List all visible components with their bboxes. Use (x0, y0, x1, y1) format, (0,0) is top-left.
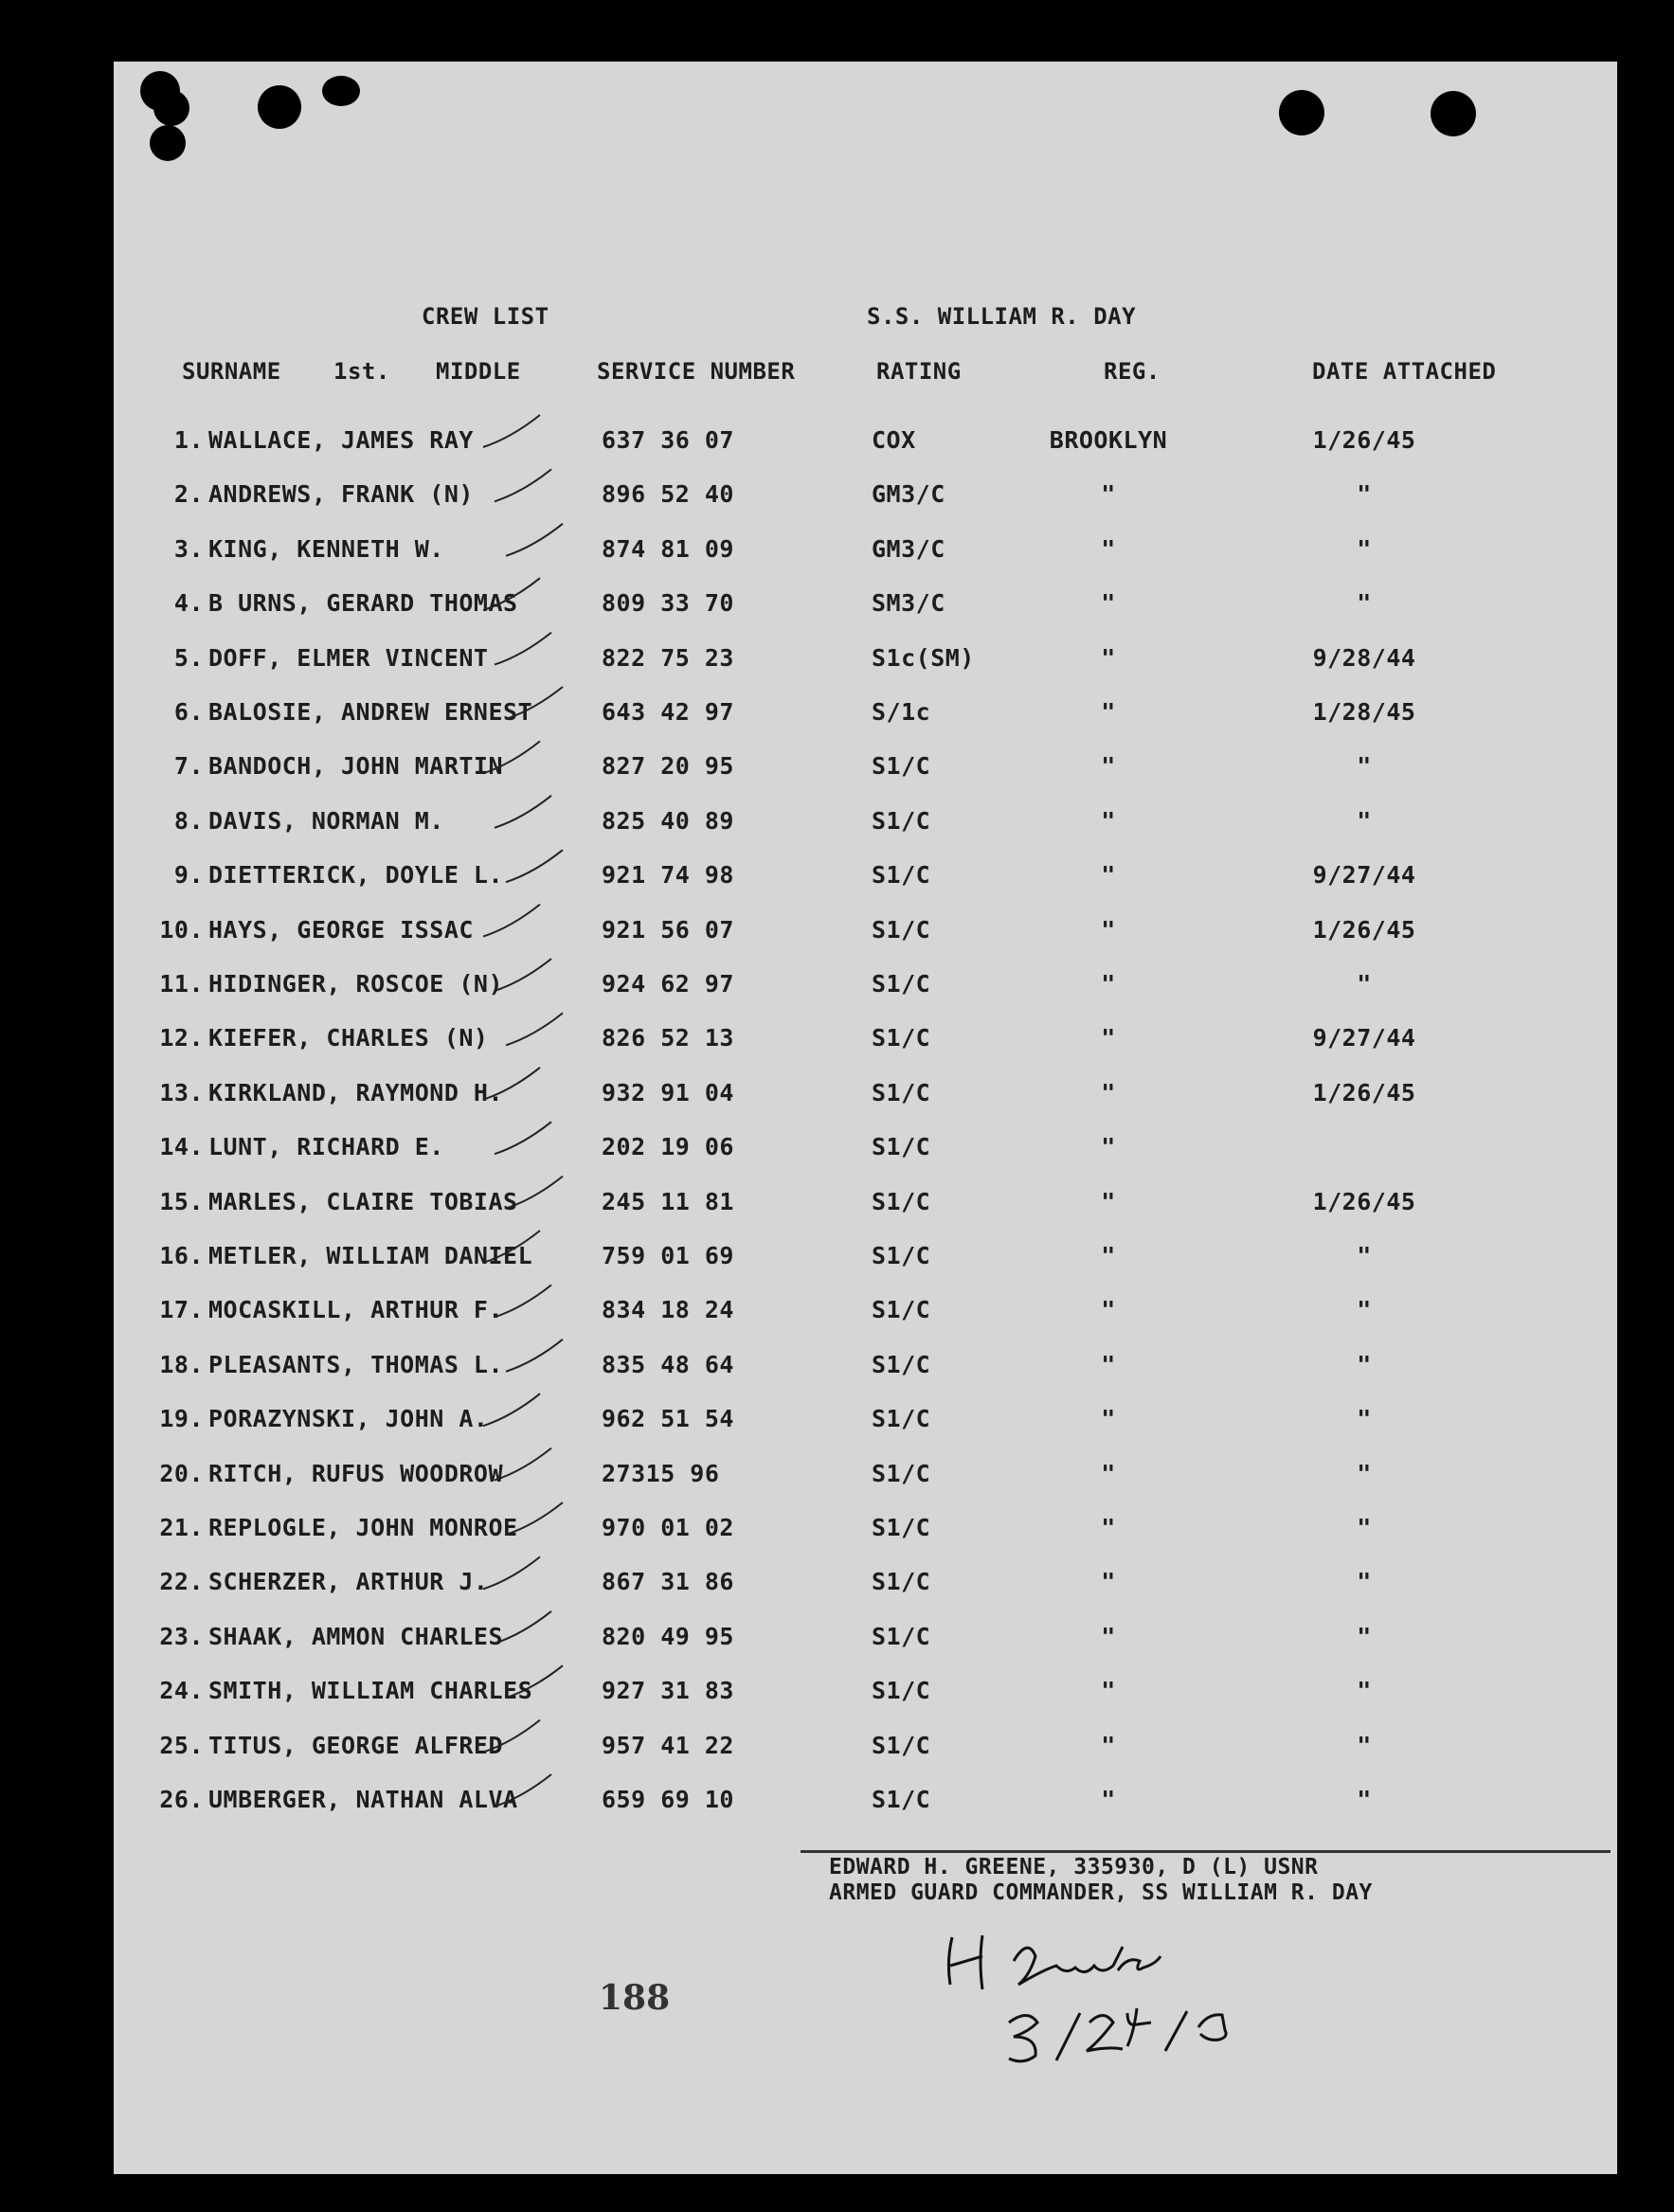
punch-hole (1279, 90, 1324, 135)
crew-row (114, 1460, 1617, 1498)
page-number: 188 (599, 1978, 671, 2018)
rating: S1/C (872, 1459, 931, 1487)
crew-row (114, 1188, 1617, 1226)
punch-hole (1431, 91, 1476, 136)
crew-number: 4. (173, 589, 204, 618)
crew-name: RITCH, RUFUS WOODROW (208, 1459, 504, 1487)
crew-row (114, 1296, 1617, 1334)
rating: S1/C (872, 1187, 931, 1215)
crew-number: 26. (159, 1786, 204, 1813)
service-number: 809 33 70 (602, 589, 734, 618)
registration: " (1101, 1405, 1116, 1433)
service-number: 637 36 07 (602, 426, 734, 454)
date-attached: " (1357, 1350, 1372, 1378)
crew-row (114, 1568, 1617, 1606)
crew-row (114, 1786, 1617, 1824)
service-number: 826 52 13 (602, 1024, 734, 1052)
registration: " (1101, 1622, 1116, 1650)
document-page (114, 62, 1617, 2174)
crew-number: 8. (173, 806, 204, 835)
crew-row (114, 644, 1617, 682)
crew-name: METLER, WILLIAM DANIEL (208, 1242, 533, 1269)
registration: " (1101, 643, 1116, 672)
crew-number: 23. (159, 1622, 204, 1650)
service-number: 957 41 22 (602, 1731, 734, 1759)
crew-number: 25. (159, 1731, 204, 1759)
crew-row (114, 1514, 1617, 1552)
service-number: 202 19 06 (602, 1133, 734, 1161)
crew-name: DAVIS, NORMAN M. (208, 806, 444, 835)
registration: " (1101, 1786, 1116, 1813)
date-attached: " (1357, 589, 1372, 618)
rating: S1/C (872, 1405, 931, 1433)
crew-name: TITUS, GEORGE ALFRED (208, 1731, 504, 1759)
service-number: 27315 96 (602, 1459, 720, 1487)
date-attached: " (1357, 806, 1372, 835)
service-number: 820 49 95 (602, 1622, 734, 1650)
service-number: 970 01 02 (602, 1514, 734, 1541)
rating: S1/C (872, 915, 931, 944)
crew-name: SHAAK, AMMON CHARLES (208, 1622, 504, 1650)
commander-title: ARMED GUARD COMMANDER, SS WILLIAM R. DAY (829, 1880, 1373, 1905)
crew-number: 2. (173, 480, 204, 509)
service-number: 825 40 89 (602, 806, 734, 835)
crew-number: 24. (159, 1677, 204, 1705)
rating: GM3/C (872, 480, 945, 509)
document-title: CREW LIST (422, 303, 549, 330)
crew-name: HAYS, GEORGE ISSAC (208, 915, 474, 944)
crew-name: BANDOCH, JOHN MARTIN (208, 752, 504, 781)
service-number: 896 52 40 (602, 480, 734, 509)
rating: S1/C (872, 1350, 931, 1378)
date-attached: " (1357, 752, 1372, 781)
crew-number: 1. (173, 426, 204, 454)
crew-number: 21. (159, 1514, 204, 1541)
service-number: 921 56 07 (602, 915, 734, 944)
crew-number: 22. (159, 1568, 204, 1596)
rating: COX (872, 426, 916, 454)
crew-row (114, 426, 1617, 464)
crew-name: PLEASANTS, THOMAS L. (208, 1350, 504, 1378)
rating: S1/C (872, 1242, 931, 1269)
rating: S1/C (872, 1677, 931, 1705)
registration: " (1101, 1568, 1116, 1596)
service-number: 874 81 09 (602, 534, 734, 563)
column-header-date-attached: DATE ATTACHED (1312, 358, 1497, 385)
date-attached: 1/26/45 (1312, 915, 1416, 944)
service-number: 932 91 04 (602, 1078, 734, 1106)
registration: " (1101, 1731, 1116, 1759)
crew-name: UMBERGER, NATHAN ALVA (208, 1786, 518, 1813)
date-attached: 9/28/44 (1312, 643, 1416, 672)
crew-row (114, 1405, 1617, 1443)
registration: BROOKLYN (1049, 426, 1168, 454)
crew-row (114, 1732, 1617, 1770)
crew-number: 11. (159, 970, 204, 998)
date-attached: " (1357, 1459, 1372, 1487)
rating: S/1c (872, 698, 931, 726)
date-attached: " (1357, 1242, 1372, 1269)
handwritten-initials (924, 1918, 1322, 2070)
crew-row (114, 1079, 1617, 1117)
service-number: 759 01 69 (602, 1242, 734, 1269)
date-attached: " (1357, 1786, 1372, 1813)
service-number: 827 20 95 (602, 752, 734, 781)
rating: GM3/C (872, 534, 945, 563)
crew-number: 6. (173, 698, 204, 726)
crew-row (114, 589, 1617, 627)
crew-name: SCHERZER, ARTHUR J. (208, 1568, 489, 1596)
crew-name: BALOSIE, ANDREW ERNEST (208, 698, 533, 726)
crew-number: 9. (173, 861, 204, 890)
column-header-service-number: SERVICE NUMBER (597, 358, 796, 385)
crew-row (114, 480, 1617, 518)
date-attached: " (1357, 1677, 1372, 1705)
crew-row (114, 1242, 1617, 1280)
crew-row (114, 1351, 1617, 1389)
rating: S1c(SM) (872, 643, 975, 672)
crew-number: 7. (173, 752, 204, 781)
crew-name: DOFF, ELMER VINCENT (208, 643, 489, 672)
service-number: 867 31 86 (602, 1568, 734, 1596)
date-attached: 9/27/44 (1312, 1024, 1416, 1052)
service-number: 962 51 54 (602, 1405, 734, 1433)
rating: S1/C (872, 861, 931, 890)
rating: S1/C (872, 1296, 931, 1324)
crew-row (114, 1133, 1617, 1171)
date-attached: " (1357, 480, 1372, 509)
registration: " (1101, 806, 1116, 835)
crew-name: KING, KENNETH W. (208, 534, 444, 563)
column-header-row (114, 358, 1617, 396)
date-attached: " (1357, 1731, 1372, 1759)
crew-name: REPLOGLE, JOHN MONROE (208, 1514, 518, 1541)
registration: " (1101, 1350, 1116, 1378)
crew-name: MARLES, CLAIRE TOBIAS (208, 1187, 518, 1215)
handwritten-date: 3/25/45 (924, 1918, 928, 1919)
crew-name: KIEFER, CHARLES (N) (208, 1024, 489, 1052)
rating: S1/C (872, 752, 931, 781)
crew-number: 13. (159, 1078, 204, 1106)
rating: S1/C (872, 1024, 931, 1052)
registration: " (1101, 915, 1116, 944)
service-number: 659 69 10 (602, 1786, 734, 1813)
rating: S1/C (872, 1514, 931, 1541)
registration: " (1101, 752, 1116, 781)
crew-name: MOCASKILL, ARTHUR F. (208, 1296, 504, 1324)
service-number: 921 74 98 (602, 861, 734, 890)
crew-number: 5. (173, 643, 204, 672)
crew-name: DIETTERICK, DOYLE L. (208, 861, 504, 890)
date-attached: " (1357, 1405, 1372, 1433)
crew-number: 10. (159, 915, 204, 944)
crew-row (114, 698, 1617, 736)
commander-name: EDWARD H. GREENE, 335930, D (L) USNR (829, 1855, 1319, 1879)
rating: S1/C (872, 1786, 931, 1813)
registration: " (1101, 970, 1116, 998)
crew-row (114, 970, 1617, 1008)
punch-hole (258, 85, 301, 129)
date-attached: " (1357, 1622, 1372, 1650)
rating: S1/C (872, 1133, 931, 1161)
date-attached: 9/27/44 (1312, 861, 1416, 890)
crew-row (114, 535, 1617, 573)
crew-number: 17. (159, 1296, 204, 1324)
punch-hole (150, 125, 186, 161)
date-attached: " (1357, 1514, 1372, 1541)
crew-name: LUNT, RICHARD E. (208, 1133, 444, 1161)
crew-row (114, 861, 1617, 899)
registration: " (1101, 480, 1116, 509)
crew-number: 18. (159, 1350, 204, 1378)
column-header-rating: RATING (876, 358, 962, 385)
service-number: 245 11 81 (602, 1187, 734, 1215)
registration: " (1101, 534, 1116, 563)
registration: " (1101, 698, 1116, 726)
service-number: 927 31 83 (602, 1677, 734, 1705)
date-attached: 1/28/45 (1312, 698, 1416, 726)
rating: S1/C (872, 806, 931, 835)
registration: " (1101, 589, 1116, 618)
crew-number: 15. (159, 1187, 204, 1215)
date-attached: " (1357, 1296, 1372, 1324)
column-header-reg: REG. (1104, 358, 1161, 385)
crew-number: 19. (159, 1405, 204, 1433)
rating: S1/C (872, 970, 931, 998)
rating: SM3/C (872, 589, 945, 618)
crew-row (114, 1677, 1617, 1715)
registration: " (1101, 1078, 1116, 1106)
registration: " (1101, 861, 1116, 890)
registration: " (1101, 1187, 1116, 1215)
service-number: 834 18 24 (602, 1296, 734, 1324)
registration: " (1101, 1024, 1116, 1052)
crew-number: 14. (159, 1133, 204, 1161)
punch-hole (153, 90, 189, 126)
registration: " (1101, 1677, 1116, 1705)
ship-name: S.S. WILLIAM R. DAY (867, 303, 1137, 330)
registration: " (1101, 1133, 1116, 1161)
crew-row (114, 1024, 1617, 1062)
service-number: 643 42 97 (602, 698, 734, 726)
crew-row (114, 807, 1617, 845)
crew-row (114, 1623, 1617, 1661)
service-number: 822 75 23 (602, 643, 734, 672)
date-attached: " (1357, 1568, 1372, 1596)
crew-name: SMITH, WILLIAM CHARLES (208, 1677, 533, 1705)
registration: " (1101, 1459, 1116, 1487)
crew-name: ANDREWS, FRANK (N) (208, 480, 474, 509)
signature-rule (801, 1850, 1611, 1853)
rating: S1/C (872, 1622, 931, 1650)
date-attached: 1/26/45 (1312, 426, 1416, 454)
crew-name: PORAZYNSKI, JOHN A. (208, 1405, 489, 1433)
column-header-middle: MIDDLE (436, 358, 521, 385)
crew-name: HIDINGER, ROSCOE (N) (208, 970, 504, 998)
crew-number: 12. (159, 1024, 204, 1052)
column-header-surname: SURNAME (182, 358, 281, 385)
service-number: 835 48 64 (602, 1350, 734, 1378)
registration: " (1101, 1514, 1116, 1541)
registration: " (1101, 1242, 1116, 1269)
registration: " (1101, 1296, 1116, 1324)
crew-number: 3. (173, 534, 204, 563)
date-attached: 1/26/45 (1312, 1078, 1416, 1106)
crew-number: 16. (159, 1242, 204, 1269)
date-attached: " (1357, 970, 1372, 998)
date-attached: 1/26/45 (1312, 1187, 1416, 1215)
rating: S1/C (872, 1078, 931, 1106)
crew-row (114, 916, 1617, 954)
column-header-first: 1st. (333, 358, 390, 385)
rating: S1/C (872, 1568, 931, 1596)
date-attached: " (1357, 534, 1372, 563)
crew-name: KIRKLAND, RAYMOND H. (208, 1078, 504, 1106)
crew-name: B URNS, GERARD THOMAS (208, 589, 518, 618)
crew-number: 20. (159, 1459, 204, 1487)
rating: S1/C (872, 1731, 931, 1759)
crew-name: WALLACE, JAMES RAY (208, 426, 474, 454)
service-number: 924 62 97 (602, 970, 734, 998)
crew-row (114, 752, 1617, 790)
punch-hole (322, 76, 360, 106)
